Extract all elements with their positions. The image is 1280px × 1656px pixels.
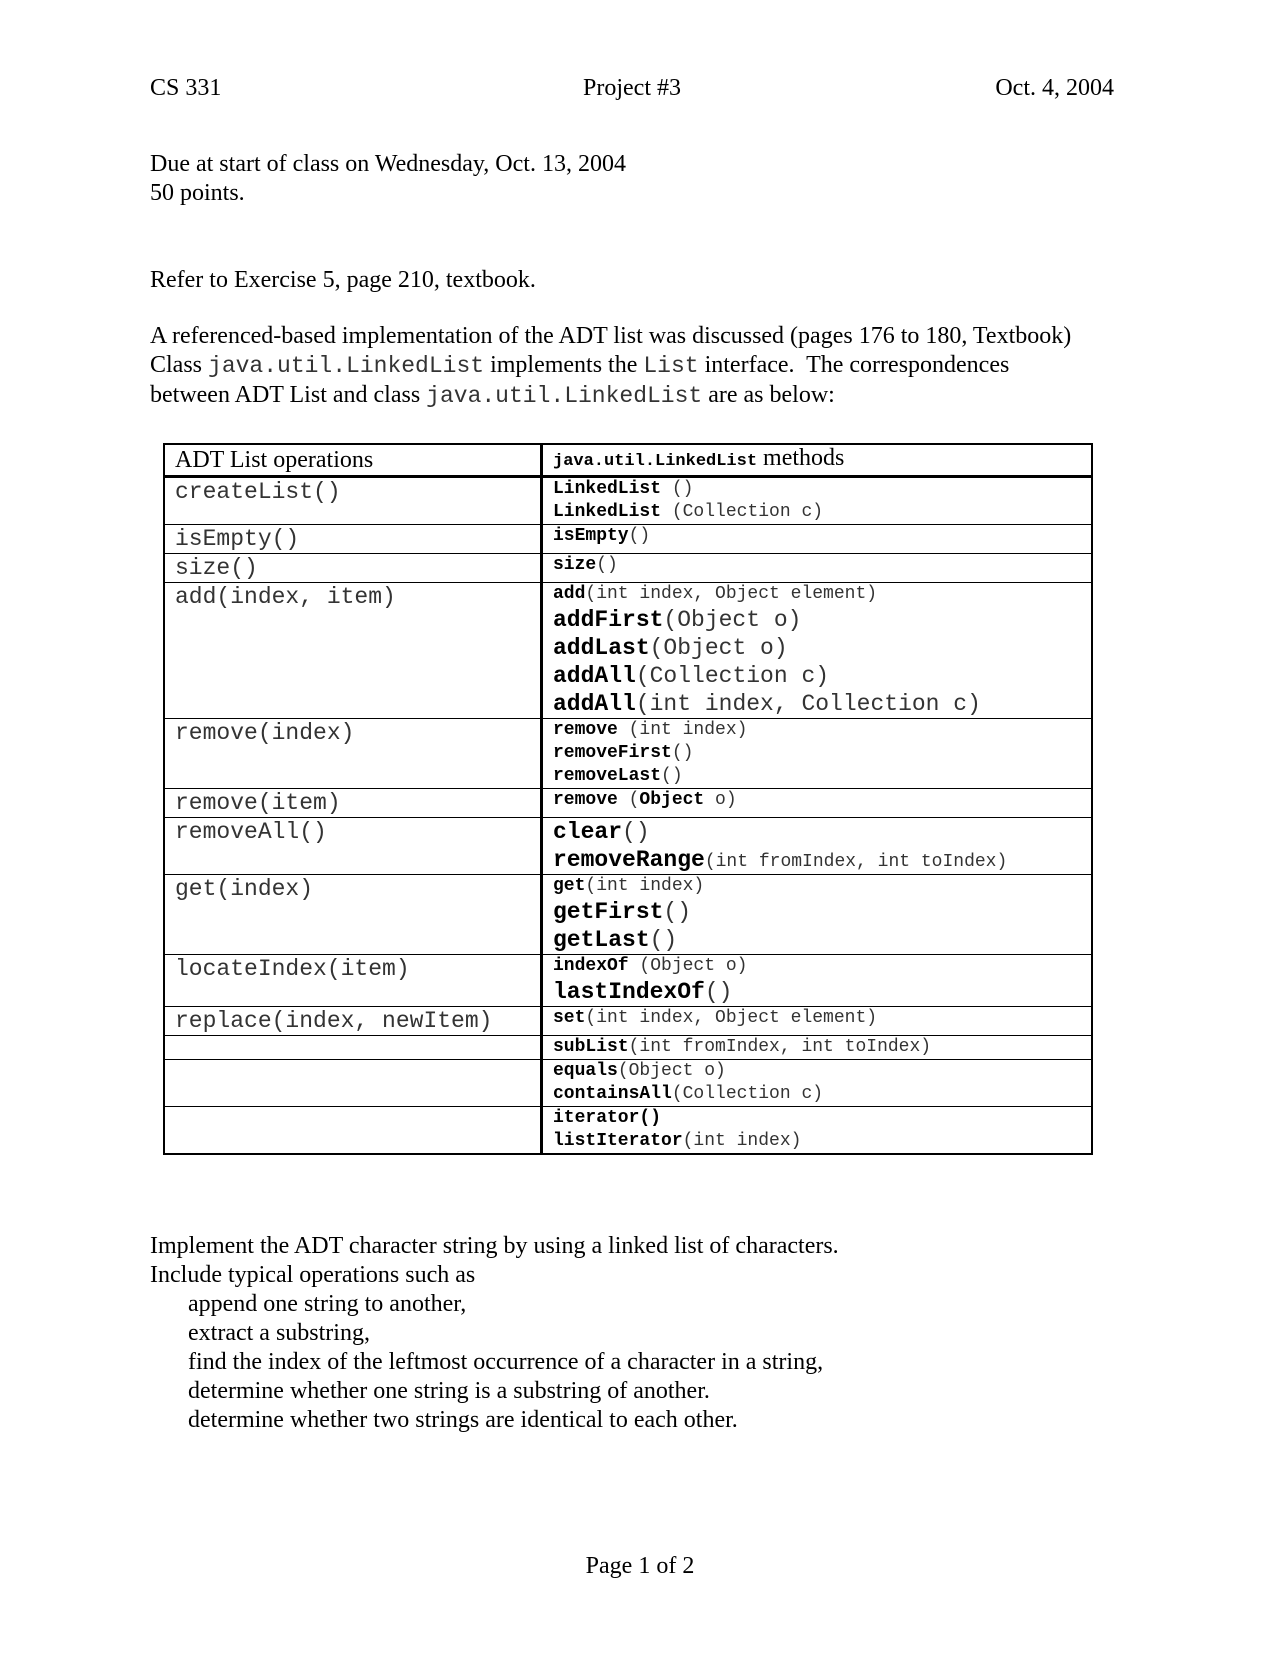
method-name: removeFirst — [553, 743, 672, 763]
table-row — [164, 525, 1092, 554]
method-name: iterator() — [553, 1108, 662, 1128]
header-code: java.util.LinkedList — [553, 452, 758, 471]
method-args: (int index, Object element) — [585, 1008, 878, 1028]
method-signature — [553, 606, 1081, 634]
java-methods-cell — [542, 1060, 1093, 1107]
method-args: ( — [617, 790, 640, 810]
correspondence-table — [163, 443, 1093, 1155]
method-args: () — [628, 526, 651, 546]
table-row — [164, 1036, 1092, 1060]
task-line-2: Include typical operations such as — [150, 1262, 476, 1288]
table-row — [164, 1060, 1092, 1107]
method-name: lastIndexOf — [553, 979, 705, 1005]
method-signature — [553, 818, 1081, 846]
task-item: append one string to another, — [188, 1291, 467, 1317]
method-name: size — [553, 555, 597, 575]
table-row — [164, 875, 1092, 955]
table-row — [164, 1007, 1092, 1036]
java-methods-cell — [542, 525, 1093, 554]
method-args: (int index) — [617, 720, 748, 740]
table-row — [164, 955, 1092, 1007]
method-signature — [553, 1060, 1081, 1083]
method-name: add — [553, 584, 586, 604]
java-methods-cell — [542, 1007, 1093, 1036]
header-adt-operations: ADT List operations — [164, 444, 542, 477]
header-date: Oct. 4, 2004 — [995, 75, 1114, 101]
method-name: isEmpty — [553, 526, 629, 546]
method-signature — [553, 478, 1081, 501]
intro-paragraph — [150, 322, 1130, 411]
java-methods-cell — [542, 719, 1093, 789]
adt-operation — [164, 1036, 542, 1060]
page-footer: Page 1 of 2 — [585, 1553, 695, 1579]
table-row — [164, 818, 1092, 875]
due-block — [150, 150, 1130, 208]
intro-line-1: A referenced-based implementation of the ADT list was discussed (pages 176 to 180, Textbook) — [150, 323, 1072, 349]
method-name: remove — [553, 790, 618, 810]
method-args: (int index) — [585, 876, 705, 896]
header-java-methods — [542, 444, 1093, 477]
method-args: () — [671, 743, 694, 763]
method-name: remove — [553, 720, 618, 740]
header-text: methods — [757, 445, 845, 471]
method-args: () — [663, 899, 692, 925]
method-signature — [553, 765, 1081, 788]
refer-line: Refer to Exercise 5, page 210, textbook. — [150, 267, 536, 293]
method-name: removeRange — [553, 847, 705, 873]
method-signature — [553, 898, 1081, 926]
method-name: LinkedList — [553, 502, 662, 522]
adt-operation: get(index) — [164, 875, 542, 955]
method-args: () — [649, 927, 678, 953]
method-signature — [553, 662, 1081, 690]
method-args: (Object o) — [628, 956, 748, 976]
adt-operation: replace(index, newItem) — [164, 1007, 542, 1036]
java-methods-cell — [542, 1107, 1093, 1155]
method-signature — [553, 1007, 1081, 1030]
method-signature — [553, 525, 1081, 548]
method-signature — [553, 846, 1081, 874]
method-name: indexOf — [553, 956, 629, 976]
method-args: (Object o) — [617, 1061, 726, 1081]
method-args: () — [661, 479, 694, 499]
table-row — [164, 554, 1092, 583]
method-signature — [553, 583, 1081, 606]
method-signature — [553, 742, 1081, 765]
course-code: CS 331 — [150, 75, 222, 101]
method-args: () — [704, 979, 733, 1005]
method-args: (Collection c) — [671, 1084, 824, 1104]
adt-operation — [164, 1107, 542, 1155]
task-line-1: Implement the ADT character string by using a linked list of characters. — [150, 1233, 839, 1259]
method-name: containsAll — [553, 1084, 672, 1104]
java-methods-cell — [542, 955, 1093, 1007]
table-header-row — [164, 444, 1092, 477]
method-name: getLast — [553, 927, 650, 953]
method-args: (int index, Object element) — [585, 584, 878, 604]
java-methods-cell — [542, 789, 1093, 818]
task-item: find the index of the leftmost occurrence of a character in a string, — [188, 1349, 824, 1375]
java-methods-cell — [542, 818, 1093, 875]
method-signature — [553, 1083, 1081, 1106]
method-signature — [553, 554, 1081, 577]
method-args: (Collection c) — [635, 663, 830, 689]
method-name: addAll — [553, 691, 636, 717]
table-row — [164, 583, 1092, 719]
intro-text: between ADT List and class — [150, 382, 427, 408]
inline-code: java.util.LinkedList — [426, 383, 703, 409]
page-header — [150, 74, 1114, 106]
method-args: (int fromIndex, int toIndex) — [704, 852, 1008, 872]
intro-line-3 — [150, 381, 1130, 411]
intro-text: interface. The correspondences — [698, 352, 1010, 378]
method-name: clear — [553, 819, 623, 845]
adt-operation: remove(item) — [164, 789, 542, 818]
intro-text: are as below: — [702, 382, 835, 408]
task-item: determine whether two strings are identical to each other. — [188, 1407, 738, 1433]
method-args: (int index) — [682, 1131, 802, 1151]
method-name: get — [553, 876, 586, 896]
method-args: o) — [704, 790, 737, 810]
method-signature — [553, 955, 1081, 978]
method-name: listIterator — [553, 1131, 683, 1151]
java-methods-cell — [542, 1036, 1093, 1060]
method-signature — [553, 719, 1081, 742]
task-item: determine whether one string is a substring of another. — [188, 1378, 710, 1404]
method-args: () — [661, 766, 683, 786]
table-row — [164, 477, 1092, 525]
adt-operation: size() — [164, 554, 542, 583]
inline-code: java.util.LinkedList — [208, 353, 485, 379]
method-signature — [553, 501, 1081, 524]
inline-code: List — [643, 353, 699, 379]
method-signature — [553, 926, 1081, 954]
method-args: () — [622, 819, 650, 845]
intro-text: Class — [150, 352, 209, 378]
adt-operation: removeAll() — [164, 818, 542, 875]
intro-line-2 — [150, 351, 1130, 381]
task-item: extract a substring, — [188, 1320, 370, 1346]
method-signature — [553, 1107, 1081, 1130]
method-name: getFirst — [553, 899, 664, 925]
method-signature — [553, 1036, 1081, 1059]
task-description — [150, 1232, 839, 1435]
adt-operation: remove(index) — [164, 719, 542, 789]
method-args: (Object o) — [649, 635, 788, 661]
due-date: Due at start of class on Wednesday, Oct. 13, 2004 — [150, 151, 626, 177]
method-args: () — [596, 555, 618, 575]
method-signature — [553, 789, 1081, 812]
adt-operation — [164, 1060, 542, 1107]
java-methods-cell — [542, 875, 1093, 955]
java-methods-cell — [542, 554, 1093, 583]
arg-type: Object — [639, 790, 705, 810]
java-methods-cell — [542, 583, 1093, 719]
adt-operation: add(index, item) — [164, 583, 542, 719]
intro-text: implements the — [484, 352, 644, 378]
method-signature — [553, 875, 1081, 898]
adt-operation: isEmpty() — [164, 525, 542, 554]
points: 50 points. — [150, 180, 245, 206]
method-name: LinkedList — [553, 479, 662, 499]
method-signature — [553, 690, 1081, 718]
method-signature — [553, 634, 1081, 662]
method-args: (int index, Collection c) — [635, 691, 981, 717]
method-name: set — [553, 1008, 586, 1028]
table-row — [164, 1107, 1092, 1155]
table-row — [164, 719, 1092, 789]
method-args: (int fromIndex, int toIndex) — [628, 1037, 932, 1057]
method-args: (Object o) — [663, 607, 802, 633]
project-title: Project #3 — [583, 75, 681, 101]
method-name: addFirst — [553, 607, 664, 633]
adt-operation: createList() — [164, 477, 542, 525]
adt-operation: locateIndex(item) — [164, 955, 542, 1007]
method-signature — [553, 1130, 1081, 1153]
java-methods-cell — [542, 477, 1093, 525]
table-row — [164, 789, 1092, 818]
method-name: addLast — [553, 635, 650, 661]
method-signature — [553, 978, 1081, 1006]
method-name: subList — [553, 1037, 629, 1057]
method-name: equals — [553, 1061, 618, 1081]
method-args: (Collection c) — [661, 502, 824, 522]
method-name: removeLast — [553, 766, 662, 786]
method-name: addAll — [553, 663, 636, 689]
